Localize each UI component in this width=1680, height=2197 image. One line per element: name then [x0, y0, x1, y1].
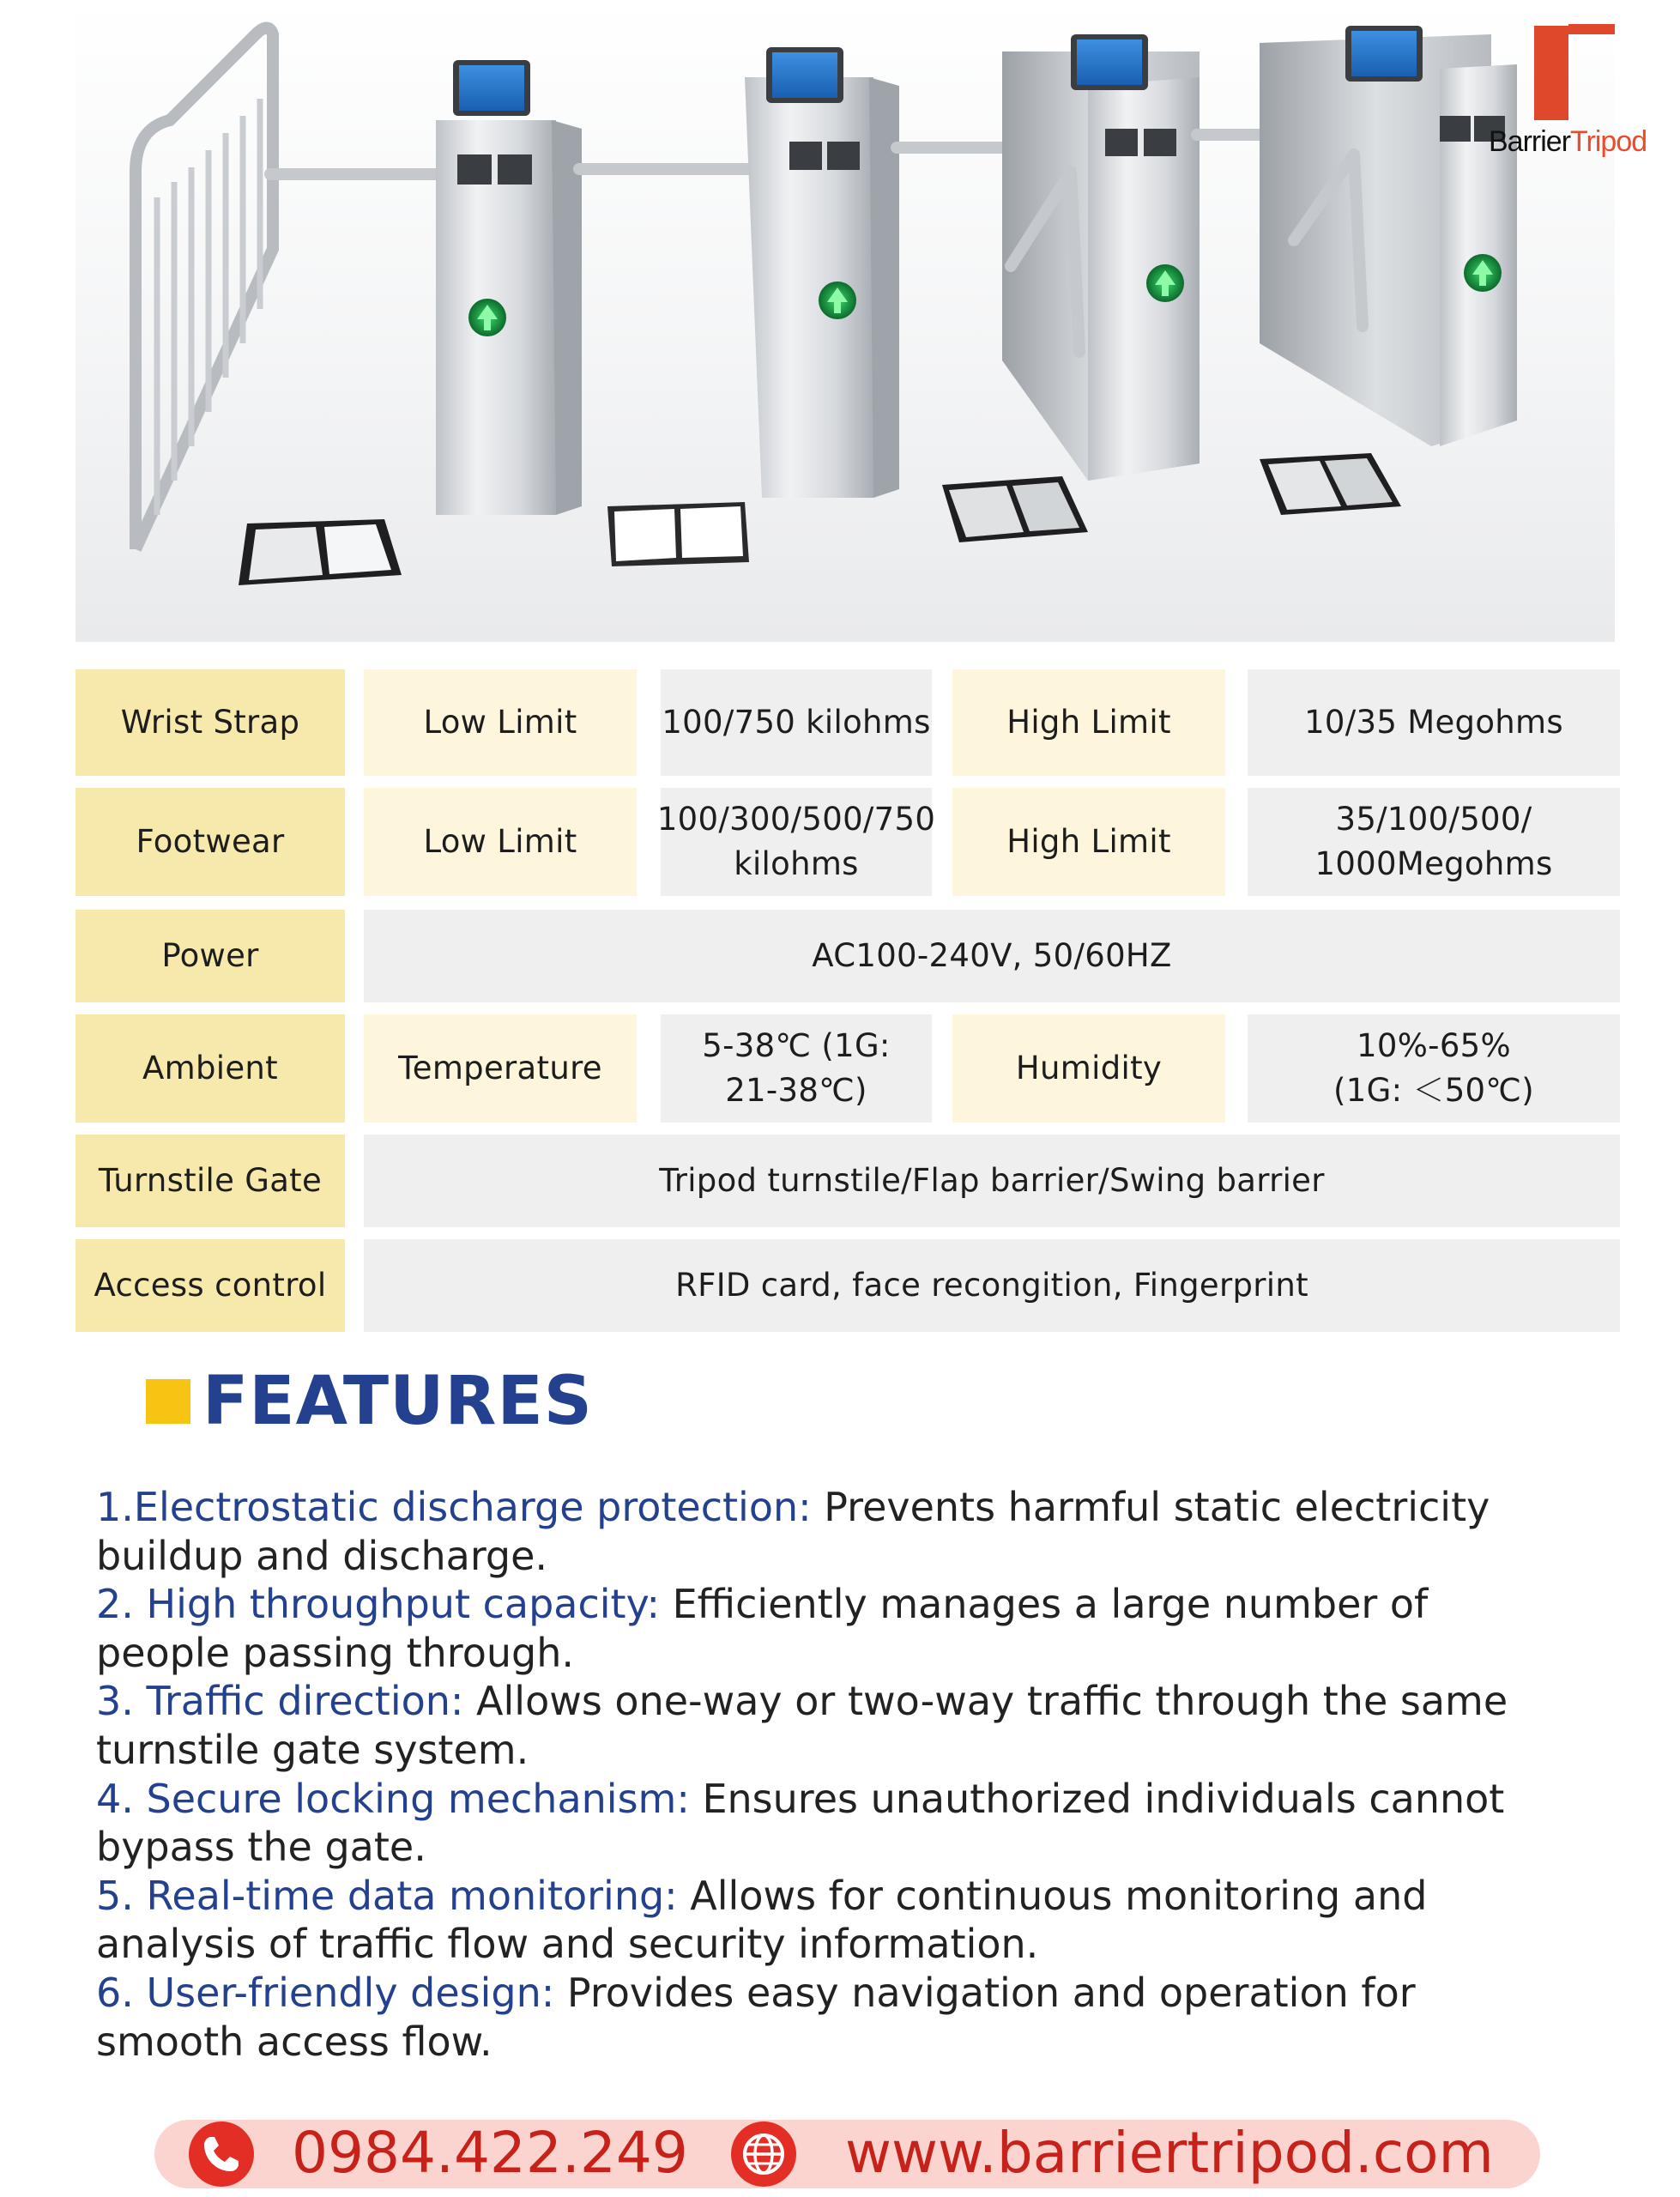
feature-text: Prevents harmful static electricity buildup and discharge.: [96, 1484, 1490, 1579]
feature-item: [96, 1969, 1555, 2066]
globe-icon: [731, 2121, 796, 2187]
row-label-turnstile-gate: Turnstile Gate: [76, 1135, 345, 1227]
product-photo: [76, 0, 1615, 642]
barrier-gate-icon: [1534, 26, 1568, 120]
turnstile-illustration: [76, 0, 1615, 642]
feature-text: Allows for continuous monitoring and analysis of traffic flow and security information.: [96, 1872, 1428, 1968]
access-control-value: RFID card, face recongition, Fingerprint: [364, 1239, 1620, 1332]
logo-word-tripod: Tripod: [1570, 125, 1647, 158]
feature-title: 4. Secure locking mechanism:: [96, 1775, 690, 1822]
features-heading-block: [146, 1363, 593, 1440]
ambient-temperature-value: 5-38℃ (1G: 21-38℃): [661, 1014, 932, 1123]
logo-word-barrier: Barrier: [1489, 125, 1571, 158]
row-label-footwear: Footwear: [76, 788, 345, 896]
turnstile-1: [436, 60, 582, 515]
feature-title: 1.Electrostatic discharge protection:: [96, 1484, 812, 1530]
phone-icon: [189, 2121, 254, 2187]
ambient-humidity-label: Humidity: [952, 1014, 1225, 1123]
phone-number[interactable]: 0984.422.249: [292, 2120, 688, 2186]
brand-logo: [1489, 125, 1647, 159]
row-label-access-control: Access control: [76, 1239, 345, 1332]
feature-text: Allows one-way or two-way traffic through the same turnstile gate system.: [96, 1678, 1508, 1773]
turnstile-gate-value: Tripod turnstile/Flap barrier/Swing barrier: [364, 1135, 1620, 1227]
wrist-strap-low-value: 100/750 kilohms: [661, 669, 932, 776]
footwear-low-value: 100/300/500/750 kilohms: [661, 788, 932, 896]
ambient-temperature-label: Temperature: [364, 1014, 637, 1123]
yellow-square-icon: [146, 1379, 190, 1424]
row-label-ambient: Ambient: [76, 1014, 345, 1123]
feature-text: Provides easy navigation and operation for smooth access flow.: [96, 1969, 1416, 2065]
feature-text: Efficiently manages a large number of people passing through.: [96, 1581, 1429, 1676]
wrist-strap-high-value: 10/35 Megohms: [1248, 669, 1620, 776]
feature-text: Ensures unauthorized individuals cannot bypass the gate.: [96, 1775, 1505, 1871]
website-link[interactable]: www.barriertripod.com: [845, 2120, 1494, 2186]
power-value: AC100-240V, 50/60HZ: [364, 910, 1620, 1002]
row-label-power: Power: [76, 910, 345, 1002]
features-heading: FEATURES: [202, 1363, 593, 1440]
wrist-strap-high-label: High Limit: [952, 669, 1225, 776]
ambient-humidity-value: 10%-65% (1G: ＜50℃): [1248, 1014, 1620, 1123]
features-list: [96, 1483, 1632, 2066]
feature-item: [96, 1775, 1520, 1872]
row-label-wrist-strap: Wrist Strap: [76, 669, 345, 776]
feature-title: 2. High throughput capacity:: [96, 1581, 660, 1628]
feature-item: [96, 1872, 1460, 1969]
wrist-strap-low-label: Low Limit: [364, 669, 637, 776]
turnstile-2: [745, 47, 899, 498]
feature-title: 6. User-friendly design:: [96, 1969, 555, 2016]
footwear-high-value: 35/100/500/ 1000Megohms: [1248, 788, 1620, 896]
feature-title: 5. Real-time data monitoring:: [96, 1872, 678, 1919]
footwear-low-label: Low Limit: [364, 788, 637, 896]
feature-item: [96, 1483, 1520, 1580]
feature-item: [96, 1580, 1538, 1677]
footwear-high-label: High Limit: [952, 788, 1225, 896]
feature-title: 3. Traffic direction:: [96, 1678, 464, 1725]
feature-item: [96, 1677, 1632, 1774]
